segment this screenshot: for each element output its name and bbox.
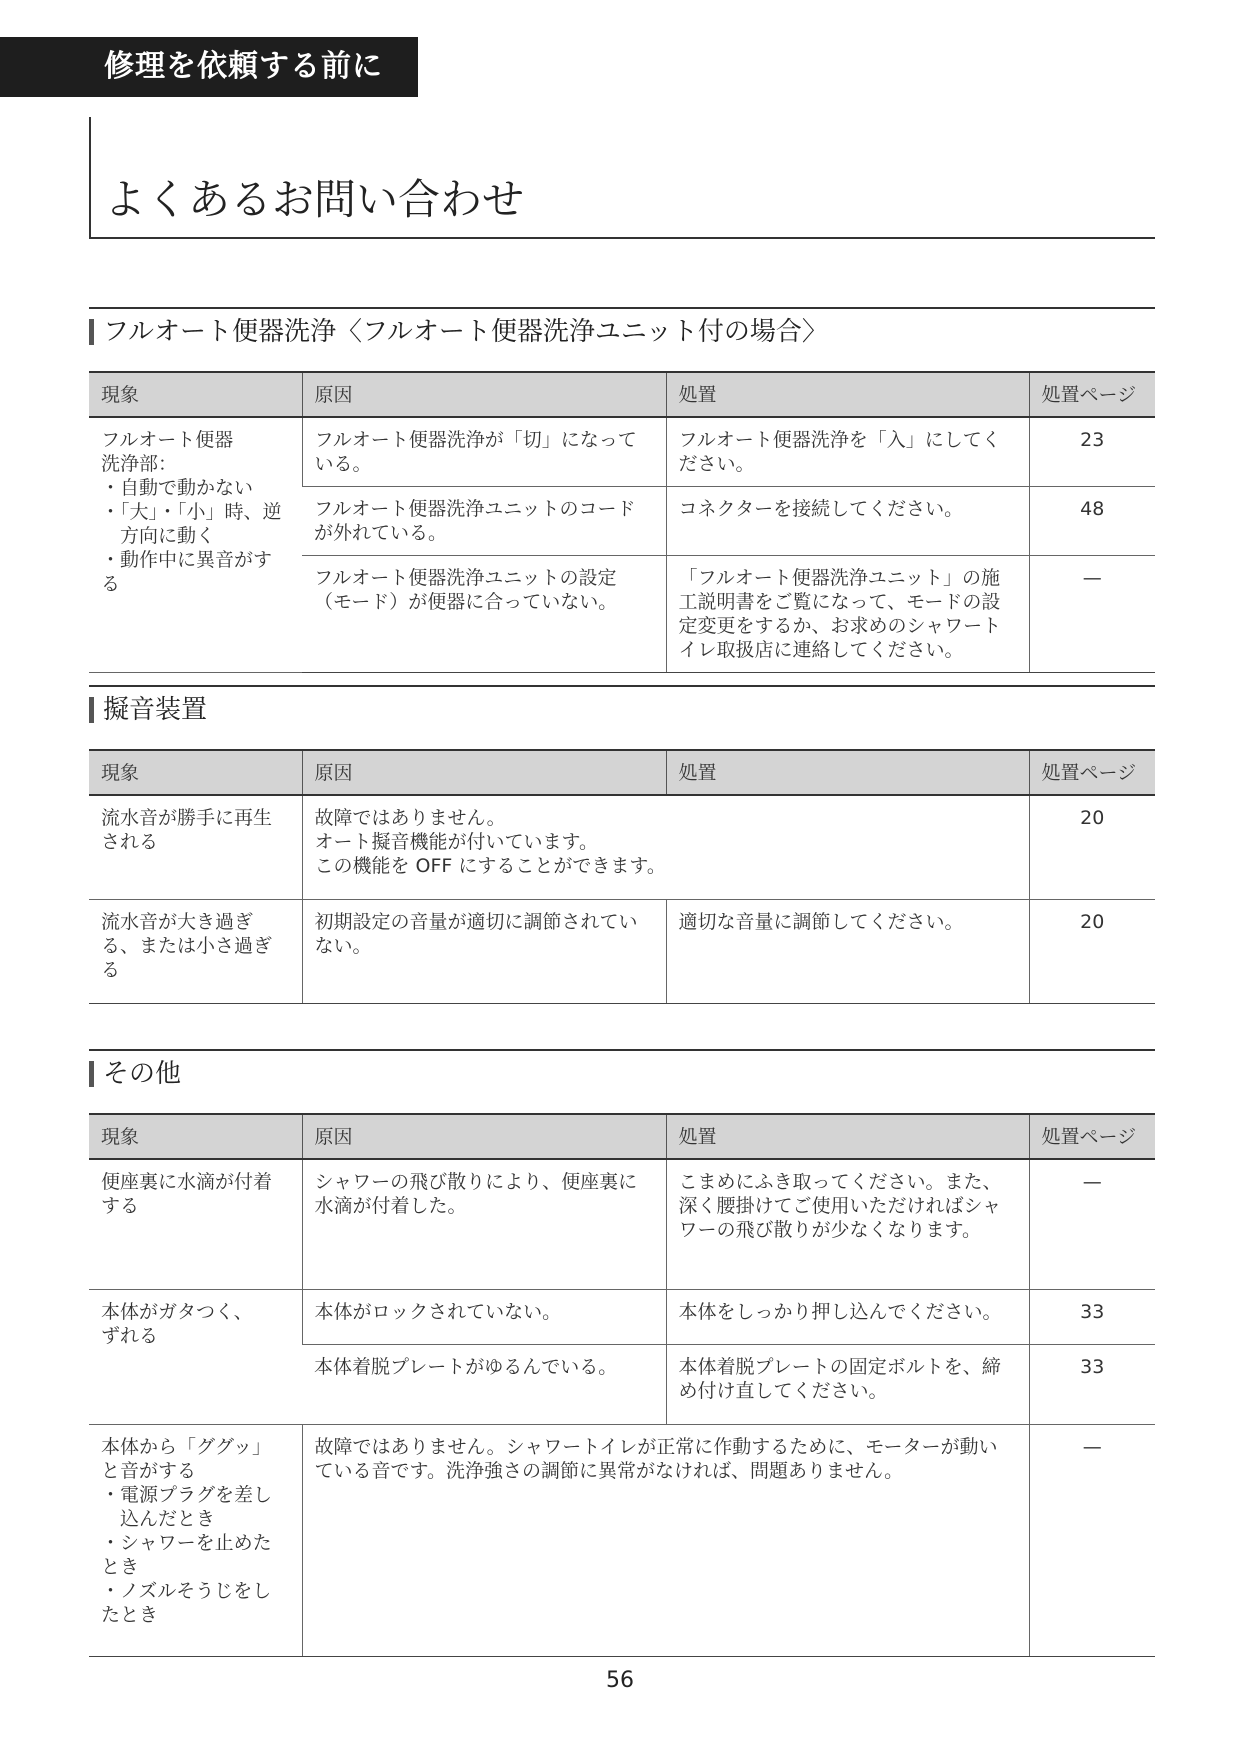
title-rule-horizontal (89, 237, 1155, 239)
table-header-row (89, 750, 1155, 795)
cause-cell: 故障ではありません。 オート擬音機能が付いています。 この機能を OFF にすることができます。 (302, 795, 1029, 899)
col-header-symptom: 現象 (89, 1114, 302, 1159)
cause-cell: フルオート便器洗浄が「切」になっている。 (302, 417, 666, 487)
col-header-page: 処置ページ (1029, 1114, 1155, 1159)
col-header-page: 処置ページ (1029, 750, 1155, 795)
col-header-cause: 原因 (302, 1114, 666, 1159)
remedy-cell: 本体着脱プレートの固定ボルトを、締め付け直してください。 (666, 1344, 1029, 1424)
page-ref-cell: — (1029, 1159, 1155, 1289)
table-full-auto-flush (89, 371, 1155, 673)
remedy-cell: コネクターを接続してください。 (666, 487, 1029, 556)
col-header-cause: 原因 (302, 750, 666, 795)
section-title: フルオート便器洗浄〈フルオート便器洗浄ユニット付の場合〉 (103, 317, 828, 347)
table-header-row (89, 372, 1155, 417)
table-row (89, 417, 1155, 487)
page-number: 56 (606, 1668, 634, 1693)
page-ref-cell: 20 (1029, 899, 1155, 1003)
col-header-remedy: 処置 (666, 750, 1029, 795)
table-sound-device (89, 749, 1155, 1004)
page-ref-cell: — (1029, 556, 1155, 673)
page-ref-cell: 23 (1029, 417, 1155, 487)
symptom-cell: 本体から「ググッ」と音がする ・電源プラグを差し 込んだとき ・シャワーを止めたとき ・ノズルそうじをしたとき (89, 1424, 302, 1656)
remedy-cell: 「フルオート便器洗浄ユニット」の施工説明書をご覧になって、モードの設定変更をするか、お求めのシャワートイレ取扱店に連絡してください。 (666, 556, 1029, 673)
remedy-cell: 本体をしっかり押し込んでください。 (666, 1289, 1029, 1344)
symptom-cell: フルオート便器 洗浄部： ・自動で動かない ・「大」・「小」時、逆 方向に動く ・動作中に異音がする (89, 417, 302, 673)
table-header-row (89, 1114, 1155, 1159)
symptom-cell: 本体がガタつく、 ずれる (89, 1289, 302, 1424)
remedy-cell: 適切な音量に調節してください。 (666, 899, 1029, 1003)
chapter-tab: 修理を依頼する前に (0, 37, 418, 97)
page-ref-cell: — (1029, 1424, 1155, 1656)
table-row (89, 1159, 1155, 1289)
col-header-remedy: 処置 (666, 1114, 1029, 1159)
page-title: よくあるお問い合わせ (104, 175, 525, 224)
col-header-page: 処置ページ (1029, 372, 1155, 417)
cause-cell: フルオート便器洗浄ユニットの設定（モード）が便器に合っていない。 (302, 556, 666, 673)
table-row (89, 795, 1155, 899)
col-header-symptom: 現象 (89, 750, 302, 795)
page-ref-cell: 20 (1029, 795, 1155, 899)
cause-cell: 本体がロックされていない。 (302, 1289, 666, 1344)
title-rule-vertical (89, 117, 91, 239)
cause-cell: 故障ではありません。シャワートイレが正常に作動するために、モーターが動いている音です。洗浄強さの調節に異常がなければ、問題ありません。 (302, 1424, 1029, 1656)
page-ref-cell: 33 (1029, 1344, 1155, 1424)
cause-cell: 本体着脱プレートがゆるんでいる。 (302, 1344, 666, 1424)
cause-cell: フルオート便器洗浄ユニットのコードが外れている。 (302, 487, 666, 556)
symptom-cell: 便座裏に水滴が付着する (89, 1159, 302, 1289)
page-ref-cell: 48 (1029, 487, 1155, 556)
section-heading-full-auto-flush (89, 307, 1155, 347)
col-header-cause: 原因 (302, 372, 666, 417)
symptom-cell: 流水音が大き過ぎる、または小さ過ぎる (89, 899, 302, 1003)
section-heading-other (89, 1049, 1155, 1089)
cause-cell: シャワーの飛び散りにより、便座裏に水滴が付着した。 (302, 1159, 666, 1289)
section-title: その他 (103, 1059, 182, 1089)
symptom-cell: 流水音が勝手に再生される (89, 795, 302, 899)
table-row (89, 899, 1155, 1003)
col-header-symptom: 現象 (89, 372, 302, 417)
table-row (89, 1289, 1155, 1344)
page-ref-cell: 33 (1029, 1289, 1155, 1344)
cause-cell: 初期設定の音量が適切に調節されていない。 (302, 899, 666, 1003)
section-heading-sound-device (89, 685, 1155, 725)
remedy-cell: こまめにふき取ってください。また、深く腰掛けてご使用いただければシャワーの飛び散りが少なくなります。 (666, 1159, 1029, 1289)
col-header-remedy: 処置 (666, 372, 1029, 417)
remedy-cell: フルオート便器洗浄を「入」にしてください。 (666, 417, 1029, 487)
table-row (89, 1424, 1155, 1656)
section-title: 擬音装置 (103, 695, 208, 725)
table-other (89, 1113, 1155, 1657)
